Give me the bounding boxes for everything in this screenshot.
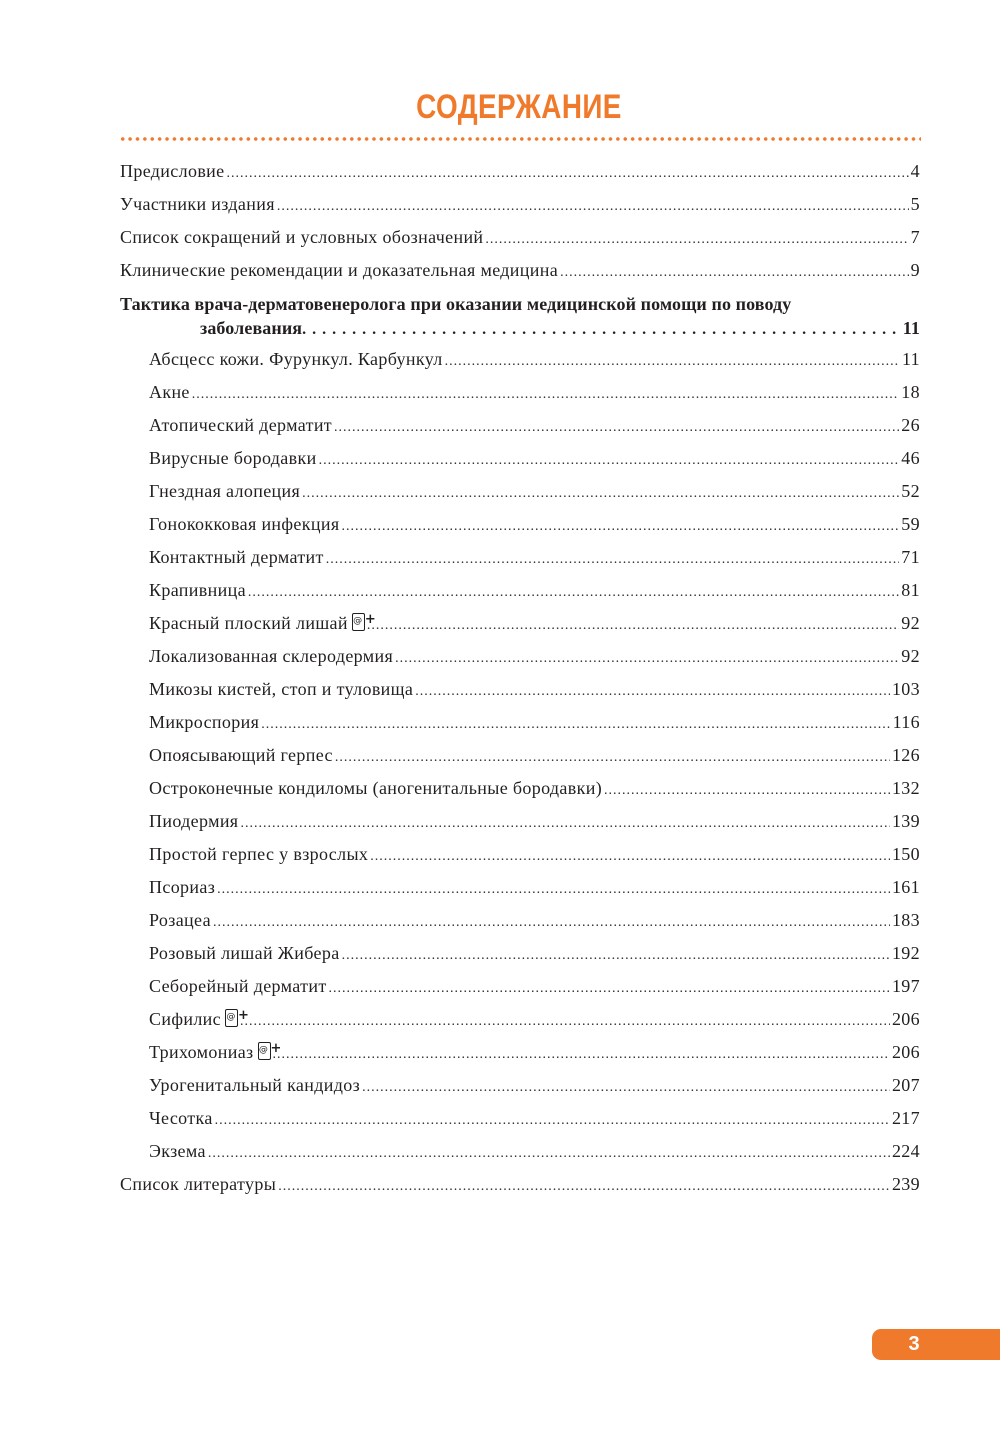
toc-entry-text: Экзема bbox=[149, 1141, 206, 1161]
toc-entry[interactable] bbox=[149, 740, 920, 773]
toc-page-number: 103 bbox=[891, 679, 920, 699]
toc-entry[interactable] bbox=[149, 509, 920, 542]
toc-entry-text: Розацеа bbox=[149, 910, 211, 930]
toc-entry[interactable] bbox=[120, 156, 920, 189]
dot-leader bbox=[240, 1007, 890, 1037]
toc-page-number: 192 bbox=[891, 943, 920, 963]
toc-page-number: 9 bbox=[910, 260, 920, 280]
toc-page-number: 132 bbox=[891, 778, 920, 798]
toc-entry-text: Остроконечные кондиломы (аногенитальные бородавки) bbox=[149, 778, 603, 798]
toc-page-number: 126 bbox=[891, 745, 920, 765]
ebook-at-glyph: @ bbox=[226, 1012, 236, 1022]
toc-entry-label bbox=[120, 189, 275, 219]
dot-leader bbox=[278, 1172, 890, 1202]
toc-entry-label bbox=[149, 443, 317, 473]
toc-page-number: 52 bbox=[901, 481, 920, 501]
toc-page-number: 217 bbox=[891, 1108, 920, 1128]
toc-entry-label bbox=[149, 641, 393, 671]
toc-entry-label bbox=[149, 476, 300, 506]
dot-leader bbox=[248, 578, 899, 608]
toc-entry-text: Микроспория bbox=[149, 712, 260, 732]
toc-entry-label bbox=[149, 344, 443, 374]
toc-entry-text: Гнездная алопеция bbox=[149, 481, 301, 501]
toc-entry-text: Предисловие bbox=[120, 161, 225, 181]
toc-page-number: 206 bbox=[891, 1042, 920, 1062]
toc-page-number: 116 bbox=[892, 712, 920, 732]
toc-entry-label bbox=[149, 608, 377, 638]
dot-leader bbox=[261, 710, 890, 740]
toc-entry-label bbox=[149, 707, 259, 737]
toc-entry[interactable] bbox=[149, 410, 920, 443]
toc-entry-label bbox=[149, 740, 333, 770]
toc-entry[interactable] bbox=[149, 707, 920, 740]
toc-entry-text: Красный плоский лишай bbox=[149, 613, 348, 633]
dot-leader bbox=[560, 258, 909, 288]
toc-page-number: 7 bbox=[910, 227, 920, 247]
page-number: 3 bbox=[908, 1333, 920, 1355]
dot-leader bbox=[445, 347, 900, 377]
toc-page-number: 224 bbox=[891, 1141, 920, 1161]
ebook-at-glyph: @ bbox=[258, 1045, 269, 1055]
toc-page-number: 18 bbox=[901, 382, 920, 402]
dot-leader bbox=[213, 908, 890, 938]
dot-leader bbox=[217, 875, 890, 905]
dot-leader bbox=[485, 225, 908, 255]
toc-entry-text: Локализованная склеродермия bbox=[149, 646, 394, 666]
toc-entry[interactable] bbox=[149, 443, 920, 476]
ebook-at-glyph: @ bbox=[353, 616, 363, 626]
ebook-plus-icon bbox=[225, 1008, 250, 1027]
ebook-plus-icon bbox=[258, 1041, 282, 1060]
dot-leader bbox=[192, 380, 900, 410]
toc-entry[interactable] bbox=[149, 674, 920, 707]
toc-entry-label bbox=[149, 1004, 250, 1034]
toc-page-number: 11 bbox=[901, 349, 920, 369]
toc-entry-label bbox=[149, 839, 368, 869]
toc-entry[interactable] bbox=[149, 377, 920, 410]
dot-leader bbox=[329, 974, 890, 1004]
toc-bottom-entries bbox=[120, 1169, 920, 1202]
toc-page-number: 206 bbox=[891, 1009, 920, 1029]
toc-entry-label bbox=[149, 674, 413, 704]
toc-entry-text: Вирусные бородавки bbox=[149, 448, 317, 468]
plus-icon: + bbox=[270, 1041, 282, 1056]
toc-page-number: 59 bbox=[901, 514, 920, 534]
toc-entry[interactable] bbox=[149, 1103, 920, 1136]
toc-entry-label bbox=[149, 1037, 282, 1067]
toc-entry-label bbox=[149, 773, 602, 803]
dot-leader bbox=[319, 446, 900, 476]
toc-entry-text: Простой герпес у взрослых bbox=[149, 844, 369, 864]
toc-entry-text: Контактный дерматит bbox=[149, 547, 324, 567]
toc-entry-label bbox=[149, 575, 246, 605]
section-title-line1: Тактика врача-дерматовенеролога при оказании медицинской помощи по поводу bbox=[120, 294, 792, 314]
page-title: СОДЕРЖАНИЕ bbox=[416, 88, 622, 126]
toc-entry-text: Сифилис bbox=[149, 1009, 221, 1029]
plus-icon: + bbox=[364, 612, 377, 627]
toc-entry-text: Абсцесс кожи. Фурункул. Карбункул bbox=[149, 349, 443, 369]
dot-leader bbox=[215, 1106, 890, 1136]
toc-entry[interactable] bbox=[149, 839, 920, 872]
toc-entry-text: Клинические рекомендации и доказательная медицина bbox=[120, 260, 559, 280]
toc-entry[interactable] bbox=[149, 1037, 920, 1070]
toc-entry-text: Псориаз bbox=[149, 877, 216, 897]
dot-leader bbox=[604, 776, 890, 806]
toc-entry-text: Гонококковая инфекция bbox=[149, 514, 340, 534]
toc-entry-label bbox=[120, 222, 483, 252]
toc-page-number: 150 bbox=[891, 844, 920, 864]
toc-page-number: 183 bbox=[891, 910, 920, 930]
toc-entry-text: Пиодермия bbox=[149, 811, 239, 831]
toc-top-entries bbox=[120, 156, 920, 288]
toc-page-number: 46 bbox=[901, 448, 920, 468]
dot-leader bbox=[362, 1073, 890, 1103]
dot-leader bbox=[335, 743, 890, 773]
ebook-plus-icon bbox=[352, 612, 377, 631]
dot-leader bbox=[302, 479, 899, 509]
toc-entry[interactable] bbox=[149, 806, 920, 839]
section-page-number: 11 bbox=[902, 318, 920, 338]
toc-entry-text: Урогенитальный кандидоз bbox=[149, 1075, 361, 1095]
dot-leader bbox=[273, 1040, 890, 1070]
plus-icon: + bbox=[238, 1008, 250, 1023]
toc-entry-label bbox=[149, 509, 339, 539]
toc-entry-label bbox=[149, 971, 327, 1001]
dot-leader bbox=[367, 611, 899, 641]
toc-entry-text: Микозы кистей, стоп и туловища bbox=[149, 679, 414, 699]
toc-entry-label bbox=[149, 905, 211, 935]
toc-entry-text: Розовый лишай Жибера bbox=[149, 943, 340, 963]
toc-entry-text: Акне bbox=[149, 382, 190, 402]
toc-entry-text: Себорейный дерматит bbox=[149, 976, 327, 996]
toc-sub-entries bbox=[120, 344, 920, 1169]
dot-leader bbox=[240, 809, 889, 839]
toc-entry-label bbox=[149, 938, 340, 968]
toc-page-number: 92 bbox=[901, 646, 920, 666]
dot-leader bbox=[302, 318, 897, 342]
toc-entry[interactable] bbox=[149, 575, 920, 608]
toc-page-number: 71 bbox=[901, 547, 920, 567]
toc-entry-text: Опоясывающий герпес bbox=[149, 745, 333, 765]
toc-entry-label bbox=[149, 872, 215, 902]
toc-entry[interactable] bbox=[120, 1169, 920, 1202]
dot-leader bbox=[342, 941, 890, 971]
toc-entry-text: Трихомониаз bbox=[149, 1042, 254, 1062]
toc-page-number: 5 bbox=[910, 194, 920, 214]
dot-leader bbox=[326, 545, 900, 575]
toc-entry[interactable] bbox=[149, 542, 920, 575]
dot-leader bbox=[341, 512, 899, 542]
toc-entry[interactable] bbox=[149, 971, 920, 1004]
toc-entry-label bbox=[149, 377, 190, 407]
toc-entry[interactable] bbox=[149, 641, 920, 674]
dot-leader bbox=[334, 413, 899, 443]
page-number-tab bbox=[872, 1329, 1000, 1360]
toc-entry-label bbox=[120, 1169, 276, 1199]
toc-entry[interactable] bbox=[120, 189, 920, 222]
toc-entry-text: Участники издания bbox=[120, 194, 275, 214]
section-title-line2: заболевания bbox=[200, 318, 303, 338]
toc-entry-text: Чесотка bbox=[149, 1108, 213, 1128]
dot-leader bbox=[370, 842, 890, 872]
toc-entry[interactable] bbox=[149, 938, 920, 971]
dot-leader bbox=[227, 159, 909, 189]
toc-entry-text: Крапивница bbox=[149, 580, 246, 600]
toc-entry[interactable] bbox=[149, 344, 920, 377]
toc-entry-label bbox=[120, 156, 225, 186]
toc-entry-label bbox=[149, 542, 324, 572]
toc-entry[interactable] bbox=[149, 1004, 920, 1037]
toc-page-number: 4 bbox=[910, 161, 920, 181]
dot-leader bbox=[277, 192, 909, 222]
toc-entry[interactable] bbox=[149, 1070, 920, 1103]
table-of-contents bbox=[120, 156, 920, 1202]
dot-leader bbox=[208, 1139, 890, 1169]
dot-leader bbox=[415, 677, 890, 707]
toc-entry[interactable] bbox=[120, 255, 920, 288]
toc-entry-text: Список литературы bbox=[120, 1174, 277, 1194]
toc-page-number: 92 bbox=[901, 613, 920, 633]
toc-entry[interactable] bbox=[149, 872, 920, 905]
toc-page-number: 161 bbox=[891, 877, 920, 897]
toc-entry-label bbox=[149, 1136, 206, 1166]
toc-entry-label bbox=[149, 410, 332, 440]
toc-page-number: 26 bbox=[901, 415, 920, 435]
toc-page-number: 239 bbox=[891, 1174, 920, 1194]
toc-page-number: 207 bbox=[891, 1075, 920, 1095]
toc-entry[interactable] bbox=[120, 222, 920, 255]
dotted-divider bbox=[119, 136, 921, 142]
toc-entry[interactable] bbox=[149, 476, 920, 509]
toc-page-number: 81 bbox=[901, 580, 920, 600]
toc-entry-text: Список сокращений и условных обозначений bbox=[120, 227, 484, 247]
toc-entry-label bbox=[149, 1070, 360, 1100]
toc-section-heading[interactable] bbox=[120, 292, 920, 342]
toc-entry[interactable] bbox=[149, 773, 920, 806]
toc-entry-text: Атопический дерматит bbox=[149, 415, 333, 435]
dot-leader bbox=[395, 644, 899, 674]
toc-entry[interactable] bbox=[149, 905, 920, 938]
toc-page-number: 197 bbox=[891, 976, 920, 996]
toc-entry[interactable] bbox=[149, 608, 920, 641]
toc-page-number: 139 bbox=[891, 811, 920, 831]
toc-entry[interactable] bbox=[149, 1136, 920, 1169]
toc-entry-label bbox=[120, 255, 558, 285]
toc-entry-label bbox=[149, 1103, 213, 1133]
toc-entry-label bbox=[149, 806, 238, 836]
